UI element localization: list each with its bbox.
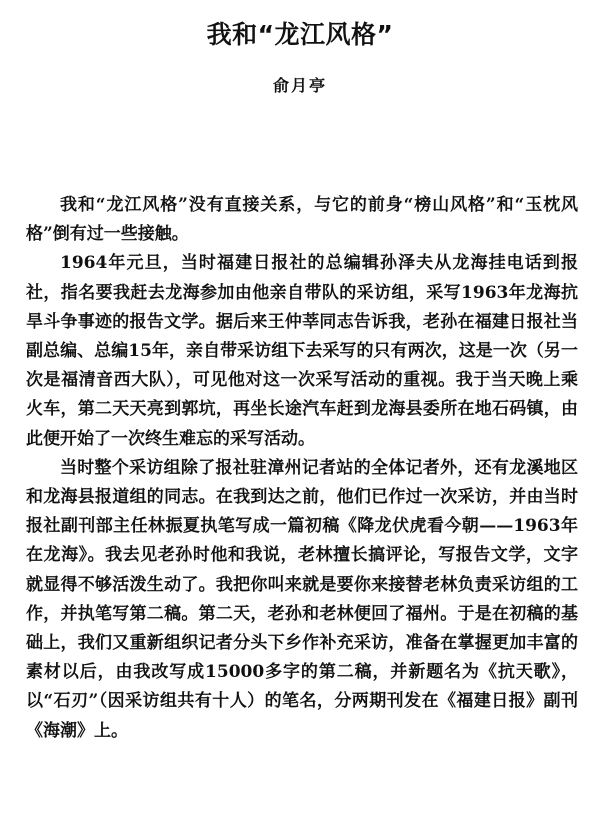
paragraph: 当时整个采访组除了报社驻漳州记者站的全体记者外，还有龙溪地区和龙海县报道组的同志。在我到达之前，他们已作过一次采访，并由当时报社副刊部主任林振夏执笔写成一篇初稿《降龙伏虎看今朝——1963年在龙海》。我去见老孙时他和我说，老林擅长搞评论，写报告文学，文字就显得不够活泼生动了。我把你叫来就是要你来接替老林负责采访组的工作，并执笔写第二稿。第二天，老孙和老林便回了福州。于是在初稿的基础上，我们又重新组织记者分头下乡作补充采访，准备在掌握更加丰富的素材以后，由我改写成15000多字的第二稿，并新题名为《抗天歌》，以“石刃”（因采访组共有十人）的笔名，分两期刊发在《福建日报》副刊《海潮》上。 [26, 457, 578, 741]
paragraph: 我和“龙江风格”没有直接关系，与它的前身“榜山风格”和“玉枕风格”倒有过一些接触。 [26, 195, 578, 245]
article-body [26, 191, 578, 746]
paragraph: 1964年元旦，当时福建日报社的总编辑孙泽夫从龙海挂电话到报社，指名要我赶去龙海参加由他亲自带队的采访组，采写1963年龙海抗旱斗争事迹的报告文学。据后来王仲莘同志告诉我，老孙在福建日报社当副总编、总编15年，亲自带采访组下去采写的只有两次，这是一次（另一次是福清音西大队），可见他对这一次采写活动的重视。我于当天晚上乘火车，第二天天亮到郭坑，再坐长途汽车赶到龙海县委所在地石码镇，由此便开始了一次终生难忘的采写活动。 [26, 253, 578, 449]
article-title: 我和“龙江风格” [206, 20, 394, 49]
article-author: 俞月亭 [272, 76, 327, 95]
